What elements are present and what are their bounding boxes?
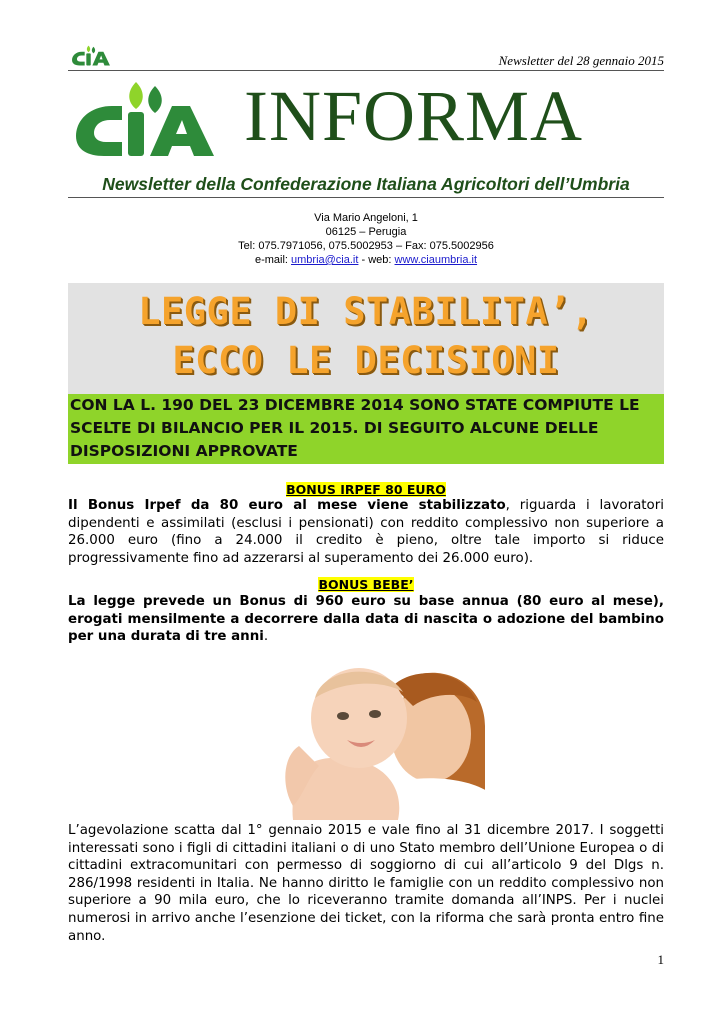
web-label: - web: bbox=[358, 254, 395, 266]
section-title-bebe: BONUS BEBE’ bbox=[318, 577, 414, 592]
web-link[interactable]: www.ciaumbria.it bbox=[394, 254, 478, 266]
subheadline: CON LA L. 190 DEL 23 DICEMBRE 2014 SONO STATE COMPIUTE LE SCELTE DI BILANCIO PER IL 2015. DI SEGUITO ALCUNE DELLE DISPOSIZIONI APPROVATE bbox=[70, 396, 640, 460]
bebe-end: . bbox=[263, 629, 269, 645]
address-phones: Tel: 075.7971056, 075.5002953 – Fax: 075.5002956 bbox=[238, 240, 494, 252]
page-number: 1 bbox=[657, 952, 664, 967]
mother-baby-photo bbox=[263, 656, 487, 820]
paragraph-irpef bbox=[68, 497, 664, 567]
subtitle-divider bbox=[68, 197, 664, 198]
header-divider bbox=[68, 70, 664, 71]
newsletter-subtitle: Newsletter della Confederazione Italiana Agricoltori dell’Umbria bbox=[102, 174, 630, 194]
newsletter-date: Newsletter del 28 gennaio 2015 bbox=[498, 53, 664, 68]
paragraph-agevolazione: L’agevolazione scatta dal 1° gennaio 2015 e vale fino al 31 dicembre 2017. I soggetti interessati sono i figli di cittadini italiani o di uno Stato membro dell’Unione Europea o di cittadini extracomunitari con permesso di soggiorno di cui all’articolo 9 del Dlgs n. 286/1998 residenti in Italia. Ne hanno diritto le famiglie con un reddito complessivo non superiore a 90 mila euro, che lo riceveranno tramite domanda all’INPS. Per i nuclei numerosi in arrivo anche l’esenzione dei ticket, con la riforma che sarà pronta entro fine anno. bbox=[68, 823, 664, 944]
email-link[interactable]: umbria@cia.it bbox=[291, 254, 359, 266]
headline bbox=[68, 287, 664, 385]
address-contacts bbox=[68, 253, 664, 267]
newsletter-title: INFORMA bbox=[244, 76, 584, 156]
cia-logo bbox=[70, 78, 220, 158]
address-city: 06125 – Perugia bbox=[325, 226, 407, 238]
cia-small-logo bbox=[68, 44, 114, 66]
address-street: Via Mario Angeloni, 1 bbox=[314, 212, 418, 224]
email-label: e-mail: bbox=[254, 254, 292, 266]
bebe-lead: La legge prevede un Bonus di 960 euro su base annua (80 euro al mese), erogati mensilmente a decorrere dalla data di nascita o adozione del bambino per una durata di tre anni bbox=[68, 594, 664, 645]
section-title-irpef: BONUS IRPEF 80 EURO bbox=[286, 482, 446, 497]
headline-line-1: LEGGE DI STABILITA’, bbox=[138, 290, 594, 333]
irpef-lead: Il Bonus Irpef da 80 euro al mese viene stabilizzato bbox=[68, 498, 506, 513]
headline-line-2: ECCO LE DECISIONI bbox=[172, 339, 560, 382]
paragraph-bebe bbox=[68, 593, 664, 646]
irpef-text: , riguarda i lavoratori dipendenti e assimilati (esclusi i pensionati) con reddito complessivo non superiore a 26.000 euro (fino a 24.000 il credito è pieno, oltre tale importo si riduce progressivamente fino ad azzerarsi al superamento dei 26.000 euro). bbox=[68, 498, 664, 566]
